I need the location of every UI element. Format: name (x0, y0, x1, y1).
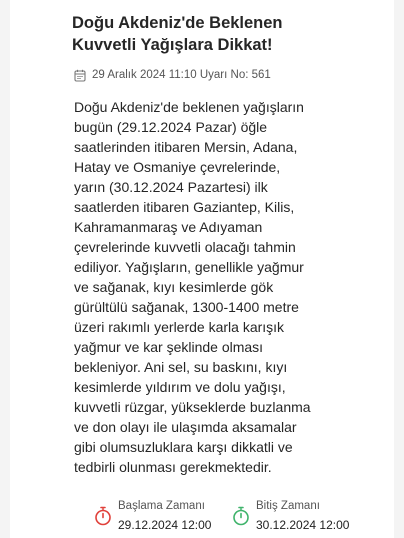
alert-body-line: kesimlerde yıldırım ve dolu yağışı, (74, 379, 286, 395)
alert-body-line: bugün (29.12.2024 Pazar) öğle (74, 119, 268, 135)
alert-body-line: tedbirli olunması gerekmektedir. (74, 459, 272, 475)
alert-body-line: Kahramanmaraş ve Adıyaman (74, 219, 263, 235)
alert-body-line: Doğu Akdeniz'de beklenen yağışların (74, 99, 304, 115)
alert-card (10, 0, 394, 538)
alert-body-line: gibi olumsuzluklara karşı dikkatli ve (74, 439, 293, 455)
alert-title-line-1: Doğu Akdeniz'de Beklenen (72, 14, 283, 32)
alert-body-line: Hatay ve Osmaniye çevrelerinde, (74, 159, 281, 175)
start-time-value: 29.12.2024 12:00 (118, 518, 212, 532)
timer-red-icon (94, 506, 112, 526)
alert-body-line: gürültülü sağanak, 1300-1400 metre (74, 299, 299, 315)
alert-body-line: ve sağanak, kıyı kesimlerde gök (74, 279, 274, 295)
alert-meta (74, 67, 271, 83)
alert-body (74, 97, 358, 477)
alert-body-line: ve don olayı ile ulaşımda aksamalar (74, 419, 297, 435)
alert-meta-text: 29 Aralık 2024 11:10 Uyarı No: 561 (92, 69, 271, 81)
end-time-value: 30.12.2024 12:00 (256, 518, 350, 532)
alert-times (90, 498, 390, 534)
alert-body-line: ediliyor. Yağışların, genellikle yağmur (74, 259, 304, 275)
alert-body-line: bekleniyor. Ani sel, su baskını, kıyı (74, 359, 288, 375)
timer-green-icon (232, 506, 250, 526)
alert-title-line-2: Kuvvetli Yağışlara Dikkat! (72, 36, 273, 54)
alert-body-line: saatlerden itibaren Gaziantep, Kilis, (74, 199, 295, 215)
alert-body-line: saatlerinden itibaren Mersin, Adana, (74, 139, 298, 155)
alert-body-line: yarın (30.12.2024 Pazartesi) ilk (74, 179, 268, 195)
calendar-icon (74, 69, 86, 82)
end-time-label: Bitiş Zamanı (256, 500, 320, 512)
alert-body-line: yağmur ve kar şeklinde olması (74, 339, 264, 355)
start-time-label: Başlama Zamanı (118, 500, 205, 512)
alert-body-line: çevrelerinde kuvvetli olacağı tahmin (74, 239, 296, 255)
alert-title (72, 12, 372, 56)
alert-body-line: üzeri rakımlı yerlerde karla karışık (74, 319, 285, 335)
alert-body-line: kuvvetli rüzgar, yükseklerde buzlanma (74, 399, 311, 415)
